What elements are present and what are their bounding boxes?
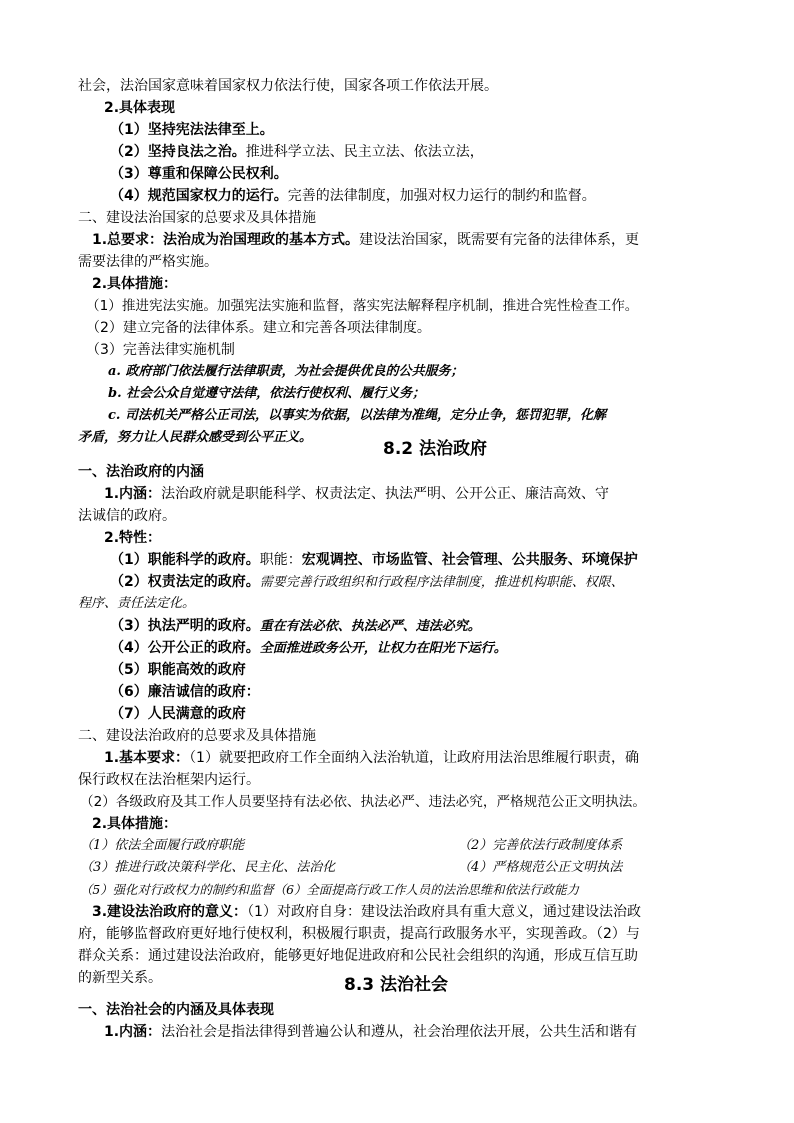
list-item-text: 重在有法必依、执法必严、违法必究。 xyxy=(259,619,481,634)
text-line xyxy=(92,230,639,250)
text-line xyxy=(104,1022,637,1042)
list-item-text: 职能： xyxy=(259,552,302,568)
list-item-bold: （2）权责法定的政府。 xyxy=(110,574,260,590)
text-line xyxy=(104,748,639,768)
text-line: 需要法律的严格实施。 xyxy=(78,254,218,270)
list-item xyxy=(110,638,507,659)
section-heading: 一、法治社会的内涵及具体表现 xyxy=(78,1002,274,1018)
section-heading: 一、法治政府的内涵 xyxy=(78,464,204,480)
section-title: 8.2 法治政府 xyxy=(383,439,488,459)
list-item: （5）强化对行政权力的制约和监督（6）全面提高行政工作人员的法治思维和依法行政能力 xyxy=(80,882,580,897)
list-item: 矛盾，努力让人民群众感受到公平正义。 xyxy=(78,430,313,445)
list-item-bold: （2）坚持良法之治。 xyxy=(110,144,246,160)
list-item-bold: （1）职能科学的政府。 xyxy=(110,552,260,568)
text-line: 社会，法治国家意味着国家权力依法行使，国家各项工作依法开展。 xyxy=(78,78,498,94)
text-line: （2）各级政府及其工作人员要坚持有法必依、执法必严、违法必究，严格规范公正文明执法。 xyxy=(80,794,646,810)
list-item-bold: （3）执法严明的政府。 xyxy=(110,618,260,634)
list-item: a. 政府部门依法履行法律职责，为社会提供优良的公共服务； xyxy=(108,364,464,379)
list-item: c. 司法机关严格公正司法，以事实为依据，以法律为准绳，定分止争，惩罚犯罪，化解 xyxy=(108,408,606,423)
text-normal: 法治政府就是职能科学、权责法定、执法严明、公开公正、廉洁高效、守 xyxy=(161,486,610,502)
list-item: （7）人民满意的政府 xyxy=(110,706,246,722)
list-item: （3）完善法律实施机制 xyxy=(86,342,235,358)
list-item: （6）廉洁诚信的政府： xyxy=(110,684,260,700)
list-item-text: 需要完善行政组织和行政程序法律制度，推进机构职能、权限、 xyxy=(259,575,624,590)
list-item: （3）尊重和保障公民权利。 xyxy=(110,166,288,182)
subheading: 2.具体措施： xyxy=(92,816,178,832)
text-bold: 1.内涵： xyxy=(104,486,162,502)
list-item: （2）完善依法行政制度体系 xyxy=(458,838,623,853)
list-item: （2）建立完备的法律体系。建立和完善各项法律制度。 xyxy=(86,320,431,336)
list-item xyxy=(110,186,596,206)
subheading: 2.特性： xyxy=(104,530,162,546)
list-item-bold: （4）公开公正的政府。 xyxy=(110,640,260,656)
text-bold: 3.建设法治政府的意义： xyxy=(92,904,248,920)
list-item: （3）推进行政决策科学化、民主化、法治化 xyxy=(80,860,336,875)
list-item: （1）推进宪法实施。加强宪法实施和监督，落实宪法解释程序机制，推进合宪性检查工作。 xyxy=(86,298,639,314)
list-item: （5）职能高效的政府 xyxy=(110,662,246,678)
list-item-text: 完善的法律制度，加强对权力运行的制约和监督。 xyxy=(287,188,596,204)
text-normal: 法治社会是指法律得到普遍公认和遵从，社会治理依法开展，公共生活和谐有 xyxy=(161,1024,638,1040)
text-line: 的新型关系。 xyxy=(78,970,162,986)
list-item-text: 推进科学立法、民主立法、依法立法， xyxy=(245,144,484,160)
list-item: （1）依法全面履行政府职能 xyxy=(80,838,245,853)
section-title: 8.3 法治社会 xyxy=(344,975,449,995)
list-item-bold: 宏观调控、市场监管、社会管理、公共服务、环境保护 xyxy=(301,552,638,568)
list-item: （4）严格规范公正文明执法 xyxy=(458,860,623,875)
list-item xyxy=(110,616,481,637)
text-line: 法诚信的政府。 xyxy=(78,508,176,524)
text-normal: （1）对政府自身：建设法治政府具有重大意义，通过建设法治政 xyxy=(247,904,641,920)
subheading: 2.具体措施： xyxy=(92,276,178,292)
text-normal: 建设法治国家，既需要有完备的法律体系，更 xyxy=(359,232,640,248)
text-line xyxy=(92,902,641,922)
text-line: 群众关系：通过建设法治政府，能够更好地促进政府和公民社会组织的沟通，形成互信互助 xyxy=(78,948,638,964)
list-item xyxy=(110,572,624,593)
text-bold: 1.总要求：法治成为治国理政的基本方式。 xyxy=(92,232,360,248)
list-item-text: 全面推进政务公开，让权力在阳光下运行。 xyxy=(259,641,507,656)
section-heading: 二、建设法治政府的总要求及具体措施 xyxy=(78,728,316,744)
text-bold: 1.基本要求： xyxy=(104,750,190,766)
text-line: 保行政权在法治框架内运行。 xyxy=(78,772,260,788)
text-normal: （1）就要把政府工作全面纳入法治轨道，让政府用法治思维履行职责，确 xyxy=(189,750,639,766)
list-item xyxy=(110,142,484,162)
text-line xyxy=(104,484,609,504)
text-line: 程序、责任法定化。 xyxy=(78,596,196,611)
text-bold: 1.内涵： xyxy=(104,1024,162,1040)
subheading: 2.具体表现 xyxy=(104,100,176,116)
list-item: （1）坚持宪法法律至上。 xyxy=(110,122,274,138)
section-heading: 二、建设法治国家的总要求及具体措施 xyxy=(78,210,316,226)
list-item-bold: （4）规范国家权力的运行。 xyxy=(110,188,288,204)
list-item: b. 社会公众自觉遵守法律，依法行使权利、履行义务； xyxy=(108,386,426,401)
text-line: 府，能够监督政府更好地行使权利，积极履行职责，提高行政服务水平，实现善政。（2）与 xyxy=(78,926,640,942)
list-item xyxy=(110,550,638,570)
